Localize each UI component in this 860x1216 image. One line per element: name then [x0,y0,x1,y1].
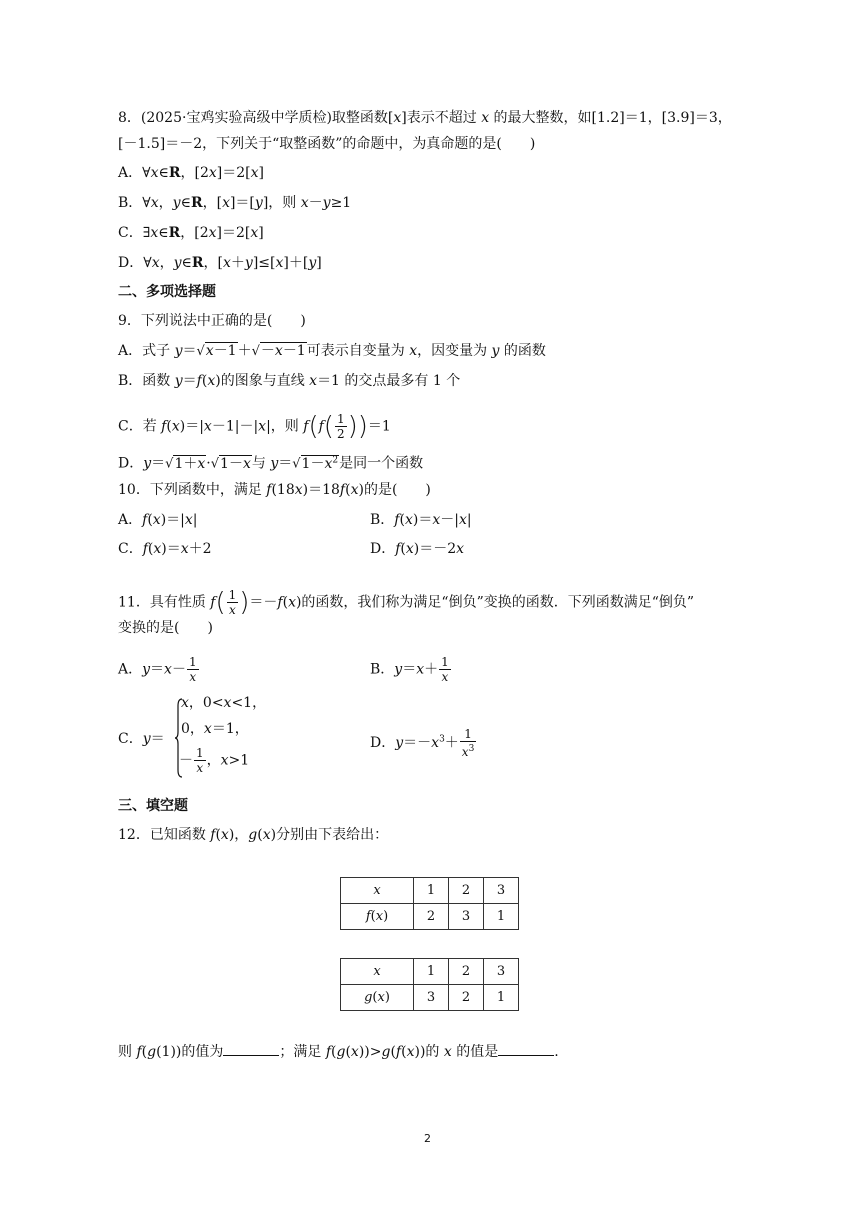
q11-line1: 11．具有性质 f( $\frac{1}{x}$ )＝－f(x)的函数，我们称为满足“倒负”变换的函数．下列函数满足“倒负” [118,587,695,618]
q8-line2: [－1.5]＝－2，下列关于“取整函数”的命题中，为真命题的是( ) [118,136,536,152]
q9-option-a: A．式子 y＝√x－1＋√－x－1可表示自变量为 x，因变量为 y 的函数 [118,343,546,359]
q10-option-b: B．f(x)＝x－|x| [370,512,472,528]
table-row: x 1 2 3 [341,878,519,904]
section-multi-choice: 二、多项选择题 [118,284,216,300]
table-row: x 1 2 3 [341,959,519,985]
q12-answer-line: 则 f(g(1))的值为 ；满足 f(g(x))>g(f(x))的 x 的值是 . [118,1041,559,1062]
q9-option-b: B．函数 y＝f(x)的图象与直线 x＝1 的交点最多有 1 个 [118,373,461,389]
q8-option-a: A．∀x∈R，[2x]＝2[x] [118,165,264,181]
q11-option-a: A．y＝x－ $\frac{1}{x}$ [118,655,197,684]
q8-option-b: B．∀x，y∈R，[x]＝[y]，则 x－y≥1 [118,195,352,211]
q11-option-c-label: C．y＝ [118,731,165,747]
table-row: f(x) 2 3 1 [341,904,519,930]
table-g [340,958,519,1011]
section-fill-blank: 三、填空题 [118,798,188,814]
answer-blank-1[interactable] [223,1041,279,1056]
q11-option-c-case3: － $\frac{1}{x}$ ，x>1 [179,746,250,775]
q9-option-d: D．y＝√1＋x·√1－x与 $y=√1-x^2$是同一个函数 [118,455,424,472]
q12-stem: 12．已知函数 f(x)，g(x)分别由下表给出： [118,827,389,843]
q10-option-c: C．f(x)＝x＋2 [118,541,212,557]
q8-line1: 8．(2025·宝鸡实验高级中学质检)取整函数[x]表示不超过 x 的最大整数，如[1.2]＝1，[3.9]＝3， [118,110,732,126]
q11-option-b: B．y＝x＋ $\frac{1}{x}$ [370,655,449,684]
q11-option-c-case1: x，0<x<1， [181,695,267,711]
q8-option-c: C．∃x∈R，[2x]＝2[x] [118,225,264,241]
q10-option-d: D．f(x)＝－2x [370,541,465,557]
table-f [340,877,519,930]
page-number: 2 [424,1132,431,1145]
q10-stem: 10．下列函数中，满足 f(18x)＝18f(x)的是( ) [118,482,431,498]
q11-option-c-case2: 0，x＝1， [181,721,249,737]
table-row: g(x) 3 2 1 [341,985,519,1011]
q10-option-a: A．f(x)＝|x| [118,512,198,528]
answer-blank-2[interactable] [498,1041,554,1056]
q11-line2: 变换的是( ) [118,620,213,636]
q9-option-c: C．若 f(x)＝|x－1|－|x|，则 f(f( $\frac{1}{2}$ ))＝1 [118,411,391,442]
q11-option-d: D．$y=-x^3+$ $\frac{1}{x^3}$ [370,727,475,759]
q8-option-d: D．∀x，y∈R，[x＋y]≤[x]＋[y] [118,255,322,271]
q9-stem: 9．下列说法中正确的是( ) [118,313,306,329]
